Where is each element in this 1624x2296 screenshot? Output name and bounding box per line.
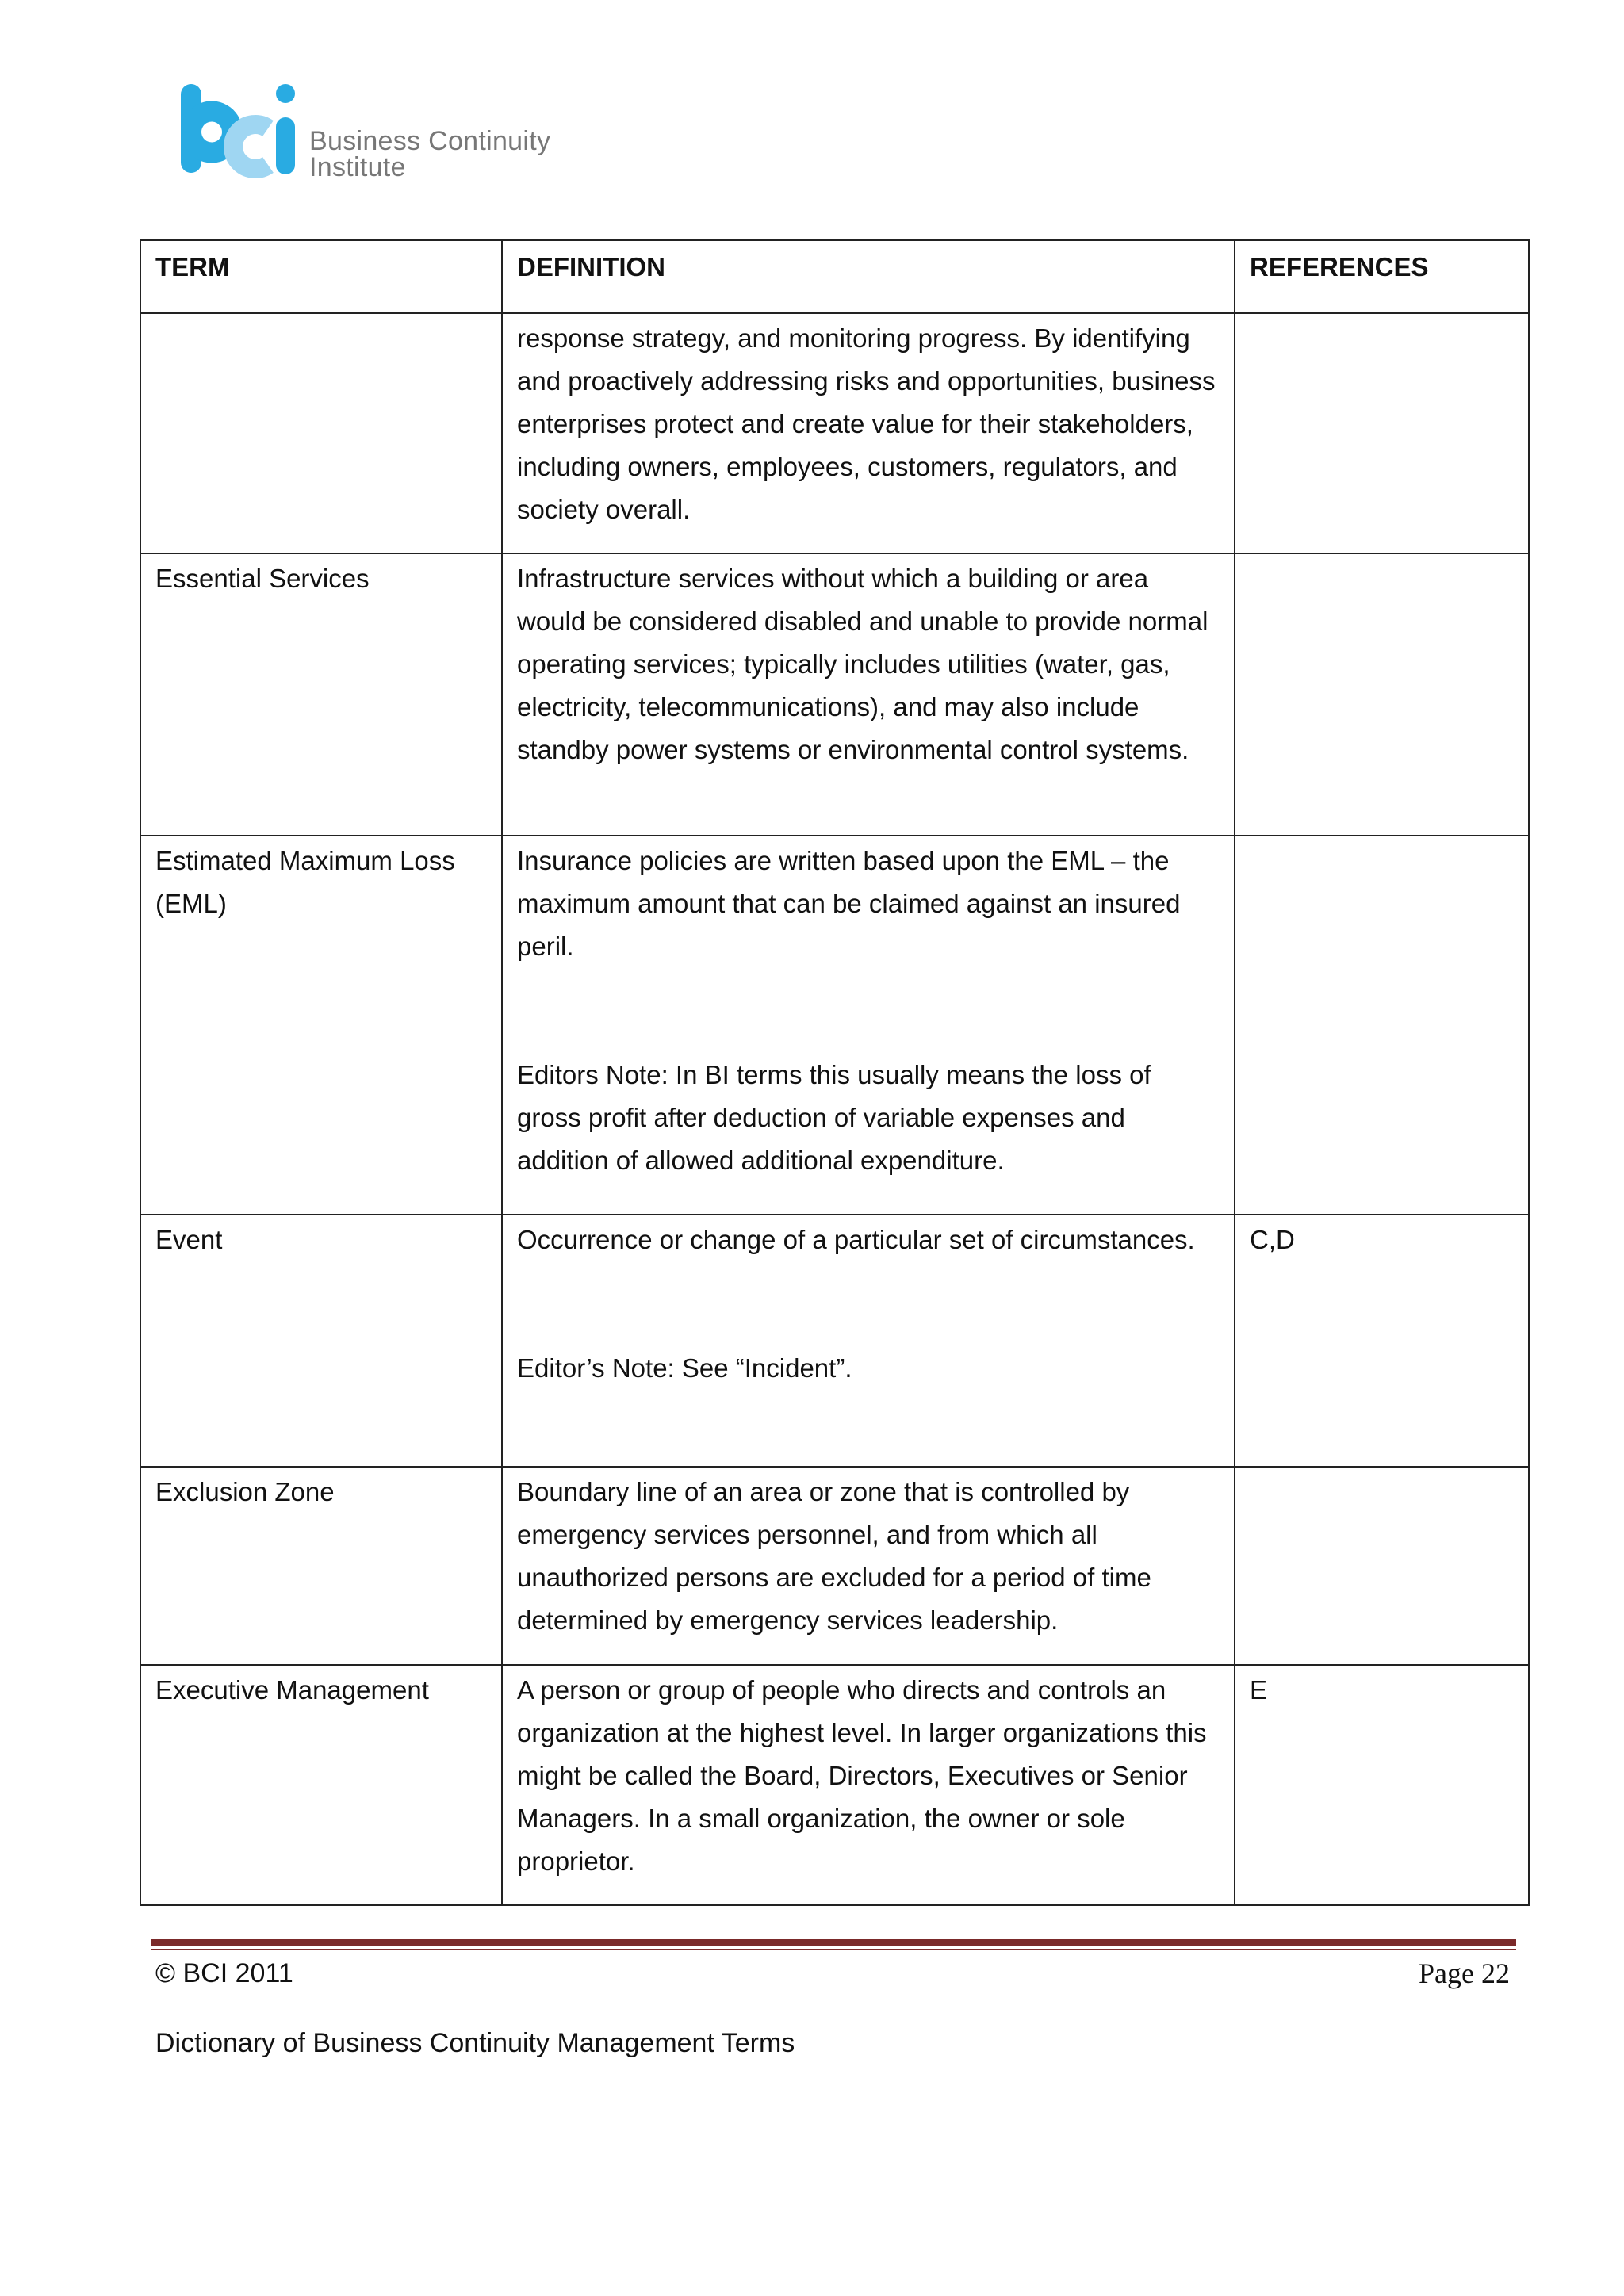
definition-paragraph: Boundary line of an area or zone that is controlled by emergency services personnel, and from which all unauthorized persons are excluded for a period of time determined by emergency services leadership.	[517, 1477, 1151, 1635]
definition-cell	[502, 836, 1235, 1215]
header-references: REFERENCES	[1235, 240, 1529, 313]
definition-cell	[502, 313, 1235, 553]
footer-divider	[151, 1939, 1516, 1946]
table-row	[140, 313, 1529, 553]
table-row	[140, 1467, 1529, 1665]
header-term: TERM	[140, 240, 502, 313]
definition-paragraph: response strategy, and monitoring progress. By identifying and proactively addressing risks and opportunities, business enterprises protect and create value for their stakeholders, including owners, employees, customers, regulators, and society overall.	[517, 323, 1216, 524]
definition-paragraph: Insurance policies are written based upon the EML – the maximum amount that can be claimed against an insured peril.	[517, 846, 1181, 961]
glossary-table	[140, 239, 1530, 1906]
table-row	[140, 553, 1529, 836]
term-cell: Executive Management	[140, 1665, 502, 1905]
editor-note-paragraph: Editor’s Note: See “Incident”.	[517, 1353, 852, 1383]
references-cell	[1235, 553, 1529, 836]
references-cell	[1235, 1467, 1529, 1665]
logo-text	[309, 128, 550, 181]
table-row	[140, 1665, 1529, 1905]
references-cell: C,D	[1235, 1215, 1529, 1467]
term-cell: Essential Services	[140, 553, 502, 836]
definition-cell	[502, 1665, 1235, 1905]
definition-cell	[502, 1215, 1235, 1467]
references-cell: E	[1235, 1665, 1529, 1905]
table-header-row	[140, 240, 1529, 313]
document-title: Dictionary of Business Continuity Management Terms	[155, 2028, 795, 2058]
logo-text-line2: Institute	[309, 152, 406, 182]
logo-text-line1: Business Continuity	[309, 126, 551, 156]
definition-paragraph: A person or group of people who directs and controls an organization at the highest level. In larger organizations this might be called the Board, Directors, Executives or Senior Managers. In a small organization, the owner or sole proprietor.	[517, 1675, 1207, 1876]
definition-cell	[502, 553, 1235, 836]
references-cell	[1235, 313, 1529, 553]
definition-paragraph: Infrastructure services without which a building or area would be considered disabled and unable to provide normal operating services; typically includes utilities (water, gas, electricity, telecommunications), and may also include standby power systems or environmental control systems.	[517, 564, 1208, 764]
term-cell	[140, 313, 502, 553]
definition-cell	[502, 1467, 1235, 1665]
bci-logo	[179, 82, 560, 193]
table-row	[140, 1215, 1529, 1467]
page-number: Page 22	[1419, 1957, 1510, 1989]
references-cell	[1235, 836, 1529, 1215]
footer-divider-thin	[151, 1949, 1516, 1950]
definition-paragraph: Occurrence or change of a particular set of circumstances.	[517, 1225, 1195, 1254]
term-cell: Exclusion Zone	[140, 1467, 502, 1665]
header-definition: DEFINITION	[502, 240, 1235, 313]
bci-logo-mark-icon	[179, 82, 298, 182]
editor-note-paragraph: Editors Note: In BI terms this usually means the loss of gross profit after deduction of variable expenses and addition of allowed additional expenditure.	[517, 1060, 1151, 1175]
term-cell: Event	[140, 1215, 502, 1467]
term-cell: Estimated Maximum Loss (EML)	[140, 836, 502, 1215]
footer-copyright: © BCI 2011	[155, 1958, 293, 1988]
table-row	[140, 836, 1529, 1215]
